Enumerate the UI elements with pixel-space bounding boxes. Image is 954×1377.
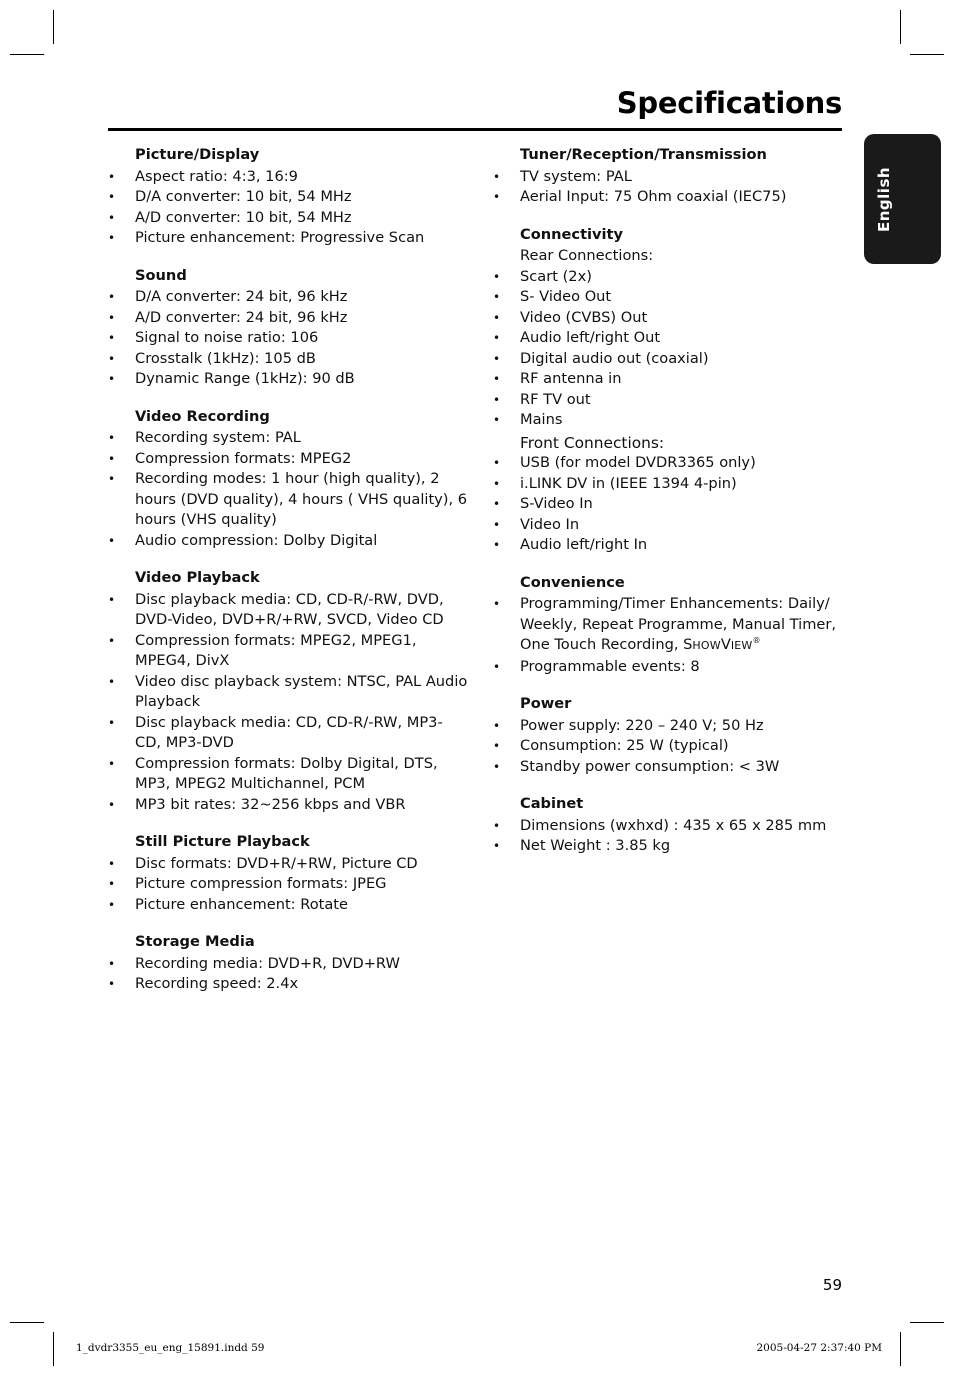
spec-item: • A/D converter: 10 bit, 54 MHz (108, 208, 468, 229)
spec-item: • RF TV out (493, 390, 838, 411)
section-heading: Cabinet (520, 795, 584, 812)
spec-item: • Disc playback media: CD, CD-R/-RW, DVD, DVD-Video, DVD+R/+RW, SVCD, Video CD (108, 590, 468, 631)
spec-item: • Aerial Input: 75 Ohm coaxial (IEC75) (493, 187, 838, 208)
spec-item: • Aspect ratio: 4:3, 16:9 (108, 167, 468, 188)
spec-item: • Compression formats: Dolby Digital, DTS, MP3, MPEG2 Multichannel, PCM (108, 754, 468, 795)
section-heading: Sound (135, 266, 187, 284)
spec-list (493, 594, 838, 677)
footer-file-info: 1_dvdr3355_eu_eng_15891.indd 59 (76, 1342, 265, 1354)
title-rule (108, 128, 842, 131)
section-heading: Video Playback (135, 569, 260, 586)
spec-item: • S-Video In (493, 494, 838, 515)
language-tab-label: English (875, 166, 893, 232)
front-connections-label: Front Connections: (520, 433, 665, 452)
section-convenience (493, 573, 838, 678)
spec-item: • Audio compression: Dolby Digital (108, 531, 468, 552)
crop-mark (53, 10, 54, 44)
spec-item: • Recording modes: 1 hour (high quality), 2 hours (DVD quality), 4 hours ( VHS quality), 6 hours (VHS quality) (108, 469, 468, 531)
crop-mark (53, 1332, 54, 1366)
spec-item: • S- Video Out (493, 287, 838, 308)
spec-item: • Audio left/right Out (493, 328, 838, 349)
spec-item: • Scart (2x) (493, 267, 838, 288)
spec-item: • Picture enhancement: Progressive Scan (108, 228, 468, 249)
crop-mark (900, 1332, 901, 1366)
spec-list (108, 954, 468, 995)
section-still-picture-playback (108, 832, 468, 915)
section-connectivity (493, 225, 838, 556)
section-picture-display (108, 145, 468, 249)
spec-item: • Programmable events: 8 (493, 657, 838, 678)
spec-item: • A/D converter: 24 bit, 96 kHz (108, 308, 468, 329)
section-sound (108, 266, 468, 390)
spec-list (108, 428, 468, 551)
spec-item (493, 594, 838, 657)
section-video-recording (108, 407, 468, 552)
spec-item: • Standby power consumption: < 3W (493, 757, 838, 778)
page-number: 59 (822, 1276, 842, 1294)
spec-item: • RF antenna in (493, 369, 838, 390)
spec-item: • Digital audio out (coaxial) (493, 349, 838, 370)
spec-list (493, 716, 838, 778)
page-title: Specifications (616, 86, 842, 120)
footer-timestamp: 2005-04-27 2:37:40 PM (756, 1342, 882, 1354)
spec-item: • Consumption: 25 W (typical) (493, 736, 838, 757)
spec-item: • Recording media: DVD+R, DVD+RW (108, 954, 468, 975)
spec-item: • Compression formats: MPEG2 (108, 449, 468, 470)
spec-list (493, 453, 838, 556)
spec-item: • Picture enhancement: Rotate (108, 895, 468, 916)
spec-item: • Video In (493, 515, 838, 536)
spec-list (493, 816, 838, 857)
section-video-playback (108, 568, 468, 815)
section-heading: Picture/Display (135, 146, 260, 163)
spec-item: • Dimensions (wxhxd) : 435 x 65 x 285 mm (493, 816, 838, 837)
spec-item: • Net Weight : 3.85 kg (493, 836, 838, 857)
showview-brand: SHOWVIEW® (683, 636, 761, 653)
spec-list (108, 590, 468, 816)
spec-item: • D/A converter: 10 bit, 54 MHz (108, 187, 468, 208)
spec-item: • i.LINK DV in (IEEE 1394 4-pin) (493, 474, 838, 495)
spec-item: • Video disc playback system: NTSC, PAL Audio Playback (108, 672, 468, 713)
spec-list (108, 287, 468, 390)
spec-item: • MP3 bit rates: 32~256 kbps and VBR (108, 795, 468, 816)
crop-mark (910, 1322, 944, 1323)
spec-list (108, 167, 468, 249)
spec-item: • USB (for model DVDR3365 only) (493, 453, 838, 474)
section-heading: Storage Media (135, 933, 255, 950)
spec-item: • Disc playback media: CD, CD-R/-RW, MP3-CD, MP3-DVD (108, 713, 468, 754)
spec-item: • TV system: PAL (493, 167, 838, 188)
crop-mark (10, 1322, 44, 1323)
section-heading: Power (520, 695, 572, 712)
spec-item: • Dynamic Range (1kHz): 90 dB (108, 369, 468, 390)
spec-list (493, 167, 838, 208)
right-column (493, 145, 838, 874)
spec-item: • Signal to noise ratio: 106 (108, 328, 468, 349)
spec-item: • D/A converter: 24 bit, 96 kHz (108, 287, 468, 308)
crop-mark (910, 54, 944, 55)
spec-item: • Video (CVBS) Out (493, 308, 838, 329)
crop-mark (10, 54, 44, 55)
section-heading: Video Recording (135, 407, 270, 425)
spec-item: • Audio left/right In (493, 535, 838, 556)
spec-list (108, 854, 468, 916)
section-cabinet (493, 794, 838, 857)
spec-list (493, 267, 838, 431)
section-heading: Connectivity (520, 225, 624, 243)
spec-item: • Compression formats: MPEG2, MPEG1, MPEG4, DivX (108, 631, 468, 672)
section-storage-media (108, 932, 468, 995)
section-heading: Convenience (520, 573, 625, 591)
spec-item: • Disc formats: DVD+R/+RW, Picture CD (108, 854, 468, 875)
spec-item: • Picture compression formats: JPEG (108, 874, 468, 895)
left-column (108, 145, 468, 1012)
crop-mark (900, 10, 901, 44)
rear-connections-label: Rear Connections: (520, 247, 654, 264)
section-power (493, 694, 838, 777)
section-heading: Still Picture Playback (135, 833, 310, 850)
spec-item: • Recording speed: 2.4x (108, 974, 468, 995)
spec-item: • Recording system: PAL (108, 428, 468, 449)
programming-text: Programming/Timer Enhancements: Daily/ Weekly, Repeat Programme, Manual Timer, One Touch Recording, (520, 595, 837, 653)
spec-item: • Mains (493, 410, 838, 431)
spec-item: • Power supply: 220 – 240 V; 50 Hz (493, 716, 838, 737)
section-heading: Tuner/Reception/Transmission (520, 146, 767, 163)
spec-item: • Crosstalk (1kHz): 105 dB (108, 349, 468, 370)
section-tuner (493, 145, 838, 208)
